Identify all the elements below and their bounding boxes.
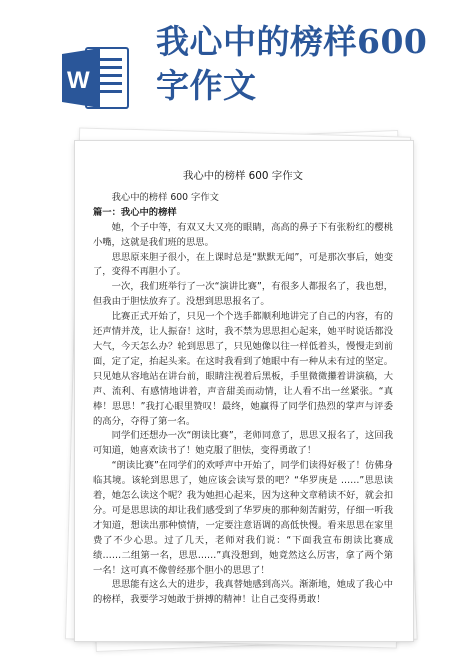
paragraph: 比赛正式开始了，只见一个个选手都顺利地讲完了自己的内容，有的还声情并茂，让人振奋！这时，我不禁为思思担心起来，她平时说话都没大气，今天怎么办？轮到思思了，只见她像以往一样低着头，慢慢走到前面，定了定，抬起头来。在这时我看到了她眼中有一种从未有过的坚定。只见她从容地站在讲台前，眼睛注视着后黑板，手里微微攥着讲演稿，大声、流利、有感情地讲着，声音甜美而动情，让人看不出一丝紧张。“真棒！思思！”我打心眼里赞叹！最终，她赢得了同学们热烈的掌声与评委的高分，夺得了第一名。	[93, 311, 393, 427]
document-title: 我心中的榜样 600 字作文	[183, 170, 303, 182]
header-banner	[0, 0, 474, 135]
paragraph: 一次，我们班举行了一次“演讲比赛”，有很多人都报名了，我也想，但我由于胆怯放弃了。没想到思思报名了。	[93, 281, 393, 308]
paragraph: 思思能有这么大的进步，我真替她感到高兴。渐渐地，她成了我心中的榜样，我要学习她敢于拼搏的精神！让自己变得勇敢！	[93, 579, 393, 606]
paragraph: 她，个子中等，有双又大又亮的眼睛，高高的鼻子下有张粉红的樱桃小嘴，这就是我们班的思思。	[93, 221, 393, 248]
section-heading: 篇一：我心中的榜样	[93, 206, 177, 218]
svg-text:W: W	[67, 67, 90, 94]
document-subtitle: 我心中的榜样 600 字作文	[111, 191, 219, 203]
document-body	[93, 169, 393, 608]
paragraph: 思思原来胆子很小，在上课时总是“默默无闻”，可是那次事后，她变了，变得不再胆小了。	[93, 251, 393, 278]
document-page	[74, 140, 414, 642]
paragraph: “朗读比赛”在同学们的欢呼声中开始了，同学们读得好极了！仿佛身临其境。该轮到思思了，她应该会读写景的吧？“华罗庚是 ……”思思读着，她怎么读这个呢？我为她担心起来，因为这种文章稍读不好，就会扣分。可是思思读的却让我们感受到了华罗庚的那种刻苦耐劳，仔细一听我才知道，想读出那种愤情，一定要注意语调的高低快慢。看来思思在家里费了不少心思。过了几天，老师对我们说：“下面我宣布朗读比赛成绩……二组第一名，思思……”真没想到，她竟然这么厉害，拿了两个第一名！这可真不像曾经那个胆小的思思了！	[93, 460, 393, 576]
page-title: 我心中的榜样600字作文	[156, 22, 428, 105]
word-icon	[60, 42, 132, 114]
paragraph: 同学们还想办一次“朗读比赛”，老师同意了，思思又报名了，这回我可知道，她喜欢读书了！她克服了胆怯，变得勇敢了！	[93, 430, 393, 457]
